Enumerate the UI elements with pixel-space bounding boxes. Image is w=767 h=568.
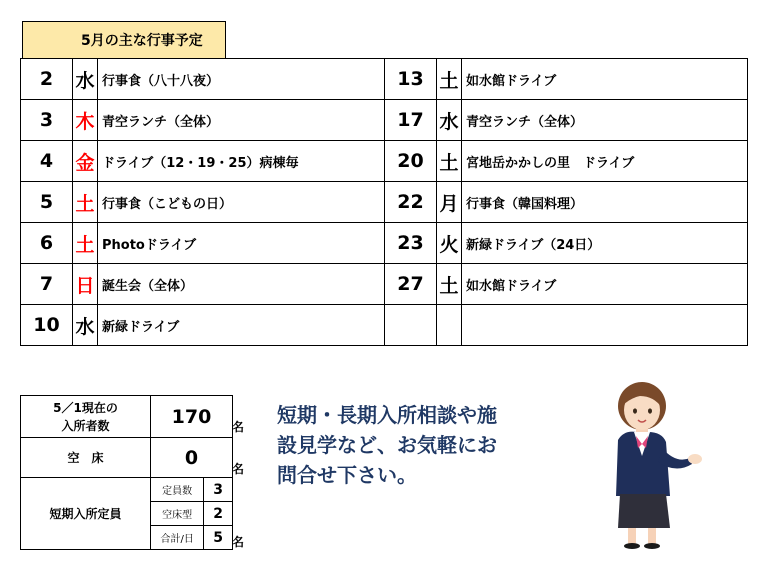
left-event: 青空ランチ（全体） bbox=[98, 100, 385, 141]
right-weekday: 土 bbox=[437, 141, 462, 182]
vacant-type-label: 空床型 bbox=[151, 502, 204, 526]
capacity-value: 3 bbox=[204, 478, 233, 502]
left-event: 新緑ドライブ bbox=[98, 305, 385, 346]
left-day-number: 10 bbox=[21, 305, 73, 346]
schedule-row bbox=[21, 59, 748, 100]
right-weekday: 月 bbox=[437, 182, 462, 223]
vacancy-label: 空 床 bbox=[21, 438, 151, 478]
right-event: 如水館ドライブ bbox=[462, 264, 748, 305]
schedule-row bbox=[21, 141, 748, 182]
left-event: 行事食（八十八夜） bbox=[98, 59, 385, 100]
residents-value: 170 bbox=[151, 396, 233, 438]
left-weekday: 金 bbox=[73, 141, 98, 182]
left-weekday: 水 bbox=[73, 59, 98, 100]
vacant-type-value: 2 bbox=[204, 502, 233, 526]
right-day-number: 27 bbox=[385, 264, 437, 305]
residents-unit: 名 bbox=[232, 420, 245, 434]
left-weekday: 木 bbox=[73, 100, 98, 141]
capacity-label: 定員数 bbox=[151, 478, 204, 502]
left-event: Photoドライブ bbox=[98, 223, 385, 264]
stats-table bbox=[20, 395, 233, 550]
staff-woman-illustration bbox=[600, 378, 710, 550]
right-event bbox=[462, 305, 748, 346]
residents-label: 5／1現在の 入所者数 bbox=[21, 396, 151, 438]
right-event: 青空ランチ（全体） bbox=[462, 100, 748, 141]
left-day-number: 6 bbox=[21, 223, 73, 264]
right-day-number bbox=[385, 305, 437, 346]
vacancy-unit: 名 bbox=[232, 462, 245, 476]
left-day-number: 3 bbox=[21, 100, 73, 141]
left-event: 行事食（こどもの日） bbox=[98, 182, 385, 223]
right-weekday: 火 bbox=[437, 223, 462, 264]
total-value: 5 bbox=[204, 526, 233, 550]
left-day-number: 5 bbox=[21, 182, 73, 223]
right-weekday: 水 bbox=[437, 100, 462, 141]
right-day-number: 20 bbox=[385, 141, 437, 182]
schedule-row bbox=[21, 305, 748, 346]
right-event: 行事食（韓国料理） bbox=[462, 182, 748, 223]
left-day-number: 7 bbox=[21, 264, 73, 305]
left-event: ドライブ（12・19・25）病棟毎 bbox=[98, 141, 385, 182]
right-day-number: 13 bbox=[385, 59, 437, 100]
right-event: 如水館ドライブ bbox=[462, 59, 748, 100]
right-weekday bbox=[437, 305, 462, 346]
right-weekday: 土 bbox=[437, 264, 462, 305]
right-event: 新緑ドライブ（24日） bbox=[462, 223, 748, 264]
left-weekday: 土 bbox=[73, 223, 98, 264]
right-weekday: 土 bbox=[437, 59, 462, 100]
schedule-table bbox=[20, 58, 748, 346]
schedule-row bbox=[21, 223, 748, 264]
contact-message: 短期・長期入所相談や施 設見学など、お気軽にお 問合せ下さい。 bbox=[277, 403, 497, 487]
short-stay-label: 短期入所定員 bbox=[21, 478, 151, 550]
left-weekday: 水 bbox=[73, 305, 98, 346]
schedule-row bbox=[21, 100, 748, 141]
left-day-number: 2 bbox=[21, 59, 73, 100]
left-day-number: 4 bbox=[21, 141, 73, 182]
total-label: 合計/日 bbox=[151, 526, 204, 550]
right-day-number: 23 bbox=[385, 223, 437, 264]
schedule-title: 5月の主な行事予定 bbox=[22, 21, 226, 59]
right-day-number: 17 bbox=[385, 100, 437, 141]
left-weekday: 土 bbox=[73, 182, 98, 223]
schedule-row bbox=[21, 182, 748, 223]
vacancy-value: 0 bbox=[151, 438, 233, 478]
total-unit: 名 bbox=[232, 535, 245, 549]
left-weekday: 日 bbox=[73, 264, 98, 305]
schedule-row bbox=[21, 264, 748, 305]
left-event: 誕生会（全体） bbox=[98, 264, 385, 305]
right-event: 宮地岳かかしの里 ドライブ bbox=[462, 141, 748, 182]
right-day-number: 22 bbox=[385, 182, 437, 223]
